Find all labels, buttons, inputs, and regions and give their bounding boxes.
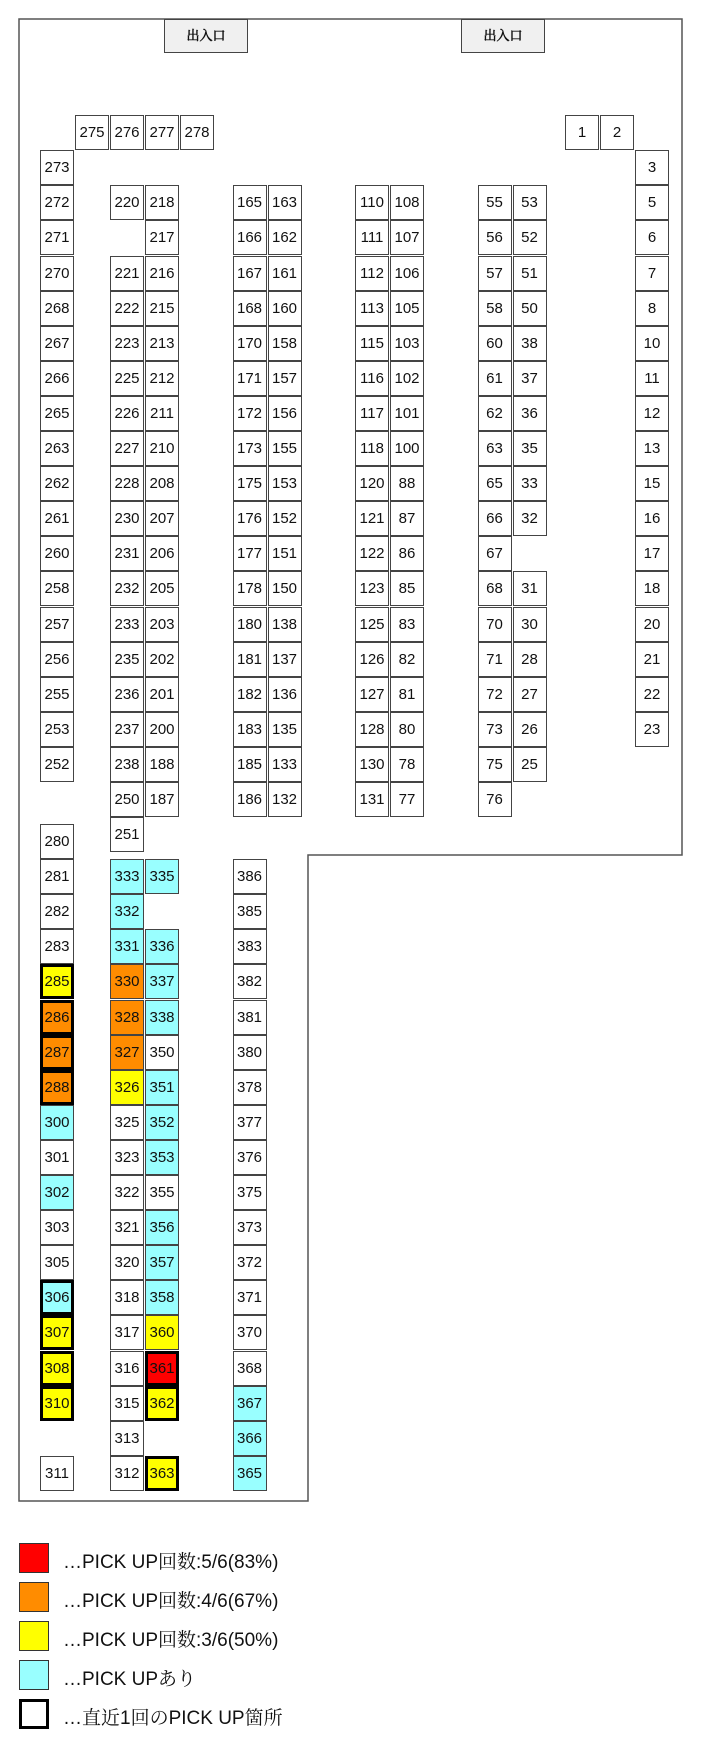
machine-365: 365 bbox=[233, 1456, 267, 1491]
machine-222: 222 bbox=[110, 291, 144, 326]
machine-38: 38 bbox=[513, 326, 547, 361]
machine-177: 177 bbox=[233, 536, 267, 571]
machine-206: 206 bbox=[145, 536, 179, 571]
machine-330: 330 bbox=[110, 964, 144, 999]
machine-386: 386 bbox=[233, 859, 267, 894]
machine-55: 55 bbox=[478, 185, 512, 220]
machine-167: 167 bbox=[233, 256, 267, 291]
machine-175: 175 bbox=[233, 466, 267, 501]
machine-282: 282 bbox=[40, 894, 74, 929]
machine-328: 328 bbox=[110, 1000, 144, 1035]
machine-3: 3 bbox=[635, 150, 669, 185]
machine-15: 15 bbox=[635, 466, 669, 501]
machine-75: 75 bbox=[478, 747, 512, 782]
machine-320: 320 bbox=[110, 1245, 144, 1280]
machine-368: 368 bbox=[233, 1351, 267, 1386]
machine-237: 237 bbox=[110, 712, 144, 747]
machine-125: 125 bbox=[355, 607, 389, 642]
machine-180: 180 bbox=[233, 607, 267, 642]
machine-380: 380 bbox=[233, 1035, 267, 1070]
machine-312: 312 bbox=[110, 1456, 144, 1491]
machine-325: 325 bbox=[110, 1105, 144, 1140]
recent-swatch bbox=[19, 1699, 49, 1729]
machine-288: 288 bbox=[40, 1070, 74, 1105]
machine-363: 363 bbox=[145, 1456, 179, 1491]
machine-105: 105 bbox=[390, 291, 424, 326]
legend-label: …PICK UP回数:3/6(50%) bbox=[63, 1630, 279, 1651]
machine-251: 251 bbox=[110, 817, 144, 852]
machine-50: 50 bbox=[513, 291, 547, 326]
machine-257: 257 bbox=[40, 607, 74, 642]
machine-287: 287 bbox=[40, 1035, 74, 1070]
machine-22: 22 bbox=[635, 677, 669, 712]
machine-278: 278 bbox=[180, 115, 214, 150]
machine-136: 136 bbox=[268, 677, 302, 712]
machine-250: 250 bbox=[110, 782, 144, 817]
machine-130: 130 bbox=[355, 747, 389, 782]
machine-322: 322 bbox=[110, 1175, 144, 1210]
machine-66: 66 bbox=[478, 501, 512, 536]
machine-88: 88 bbox=[390, 466, 424, 501]
machine-103: 103 bbox=[390, 326, 424, 361]
machine-81: 81 bbox=[390, 677, 424, 712]
machine-286: 286 bbox=[40, 1000, 74, 1035]
machine-65: 65 bbox=[478, 466, 512, 501]
machine-68: 68 bbox=[478, 571, 512, 606]
machine-351: 351 bbox=[145, 1070, 179, 1105]
machine-71: 71 bbox=[478, 642, 512, 677]
machine-308: 308 bbox=[40, 1351, 74, 1386]
machine-112: 112 bbox=[355, 256, 389, 291]
machine-11: 11 bbox=[635, 361, 669, 396]
legend-label: …PICK UP回数:5/6(83%) bbox=[63, 1552, 279, 1573]
machine-333: 333 bbox=[110, 859, 144, 894]
machine-86: 86 bbox=[390, 536, 424, 571]
entrance-right: 出入口 bbox=[461, 19, 545, 53]
machine-218: 218 bbox=[145, 185, 179, 220]
machine-317: 317 bbox=[110, 1315, 144, 1350]
machine-338: 338 bbox=[145, 1000, 179, 1035]
machine-20: 20 bbox=[635, 607, 669, 642]
machine-203: 203 bbox=[145, 607, 179, 642]
machine-37: 37 bbox=[513, 361, 547, 396]
machine-226: 226 bbox=[110, 396, 144, 431]
machine-261: 261 bbox=[40, 501, 74, 536]
machine-163: 163 bbox=[268, 185, 302, 220]
machine-152: 152 bbox=[268, 501, 302, 536]
machine-35: 35 bbox=[513, 431, 547, 466]
machine-131: 131 bbox=[355, 782, 389, 817]
machine-366: 366 bbox=[233, 1421, 267, 1456]
machine-202: 202 bbox=[145, 642, 179, 677]
machine-72: 72 bbox=[478, 677, 512, 712]
machine-78: 78 bbox=[390, 747, 424, 782]
machine-337: 337 bbox=[145, 964, 179, 999]
machine-275: 275 bbox=[75, 115, 109, 150]
machine-172: 172 bbox=[233, 396, 267, 431]
machine-211: 211 bbox=[145, 396, 179, 431]
machine-276: 276 bbox=[110, 115, 144, 150]
machine-25: 25 bbox=[513, 747, 547, 782]
machine-166: 166 bbox=[233, 220, 267, 255]
machine-113: 113 bbox=[355, 291, 389, 326]
machine-316: 316 bbox=[110, 1351, 144, 1386]
machine-106: 106 bbox=[390, 256, 424, 291]
cyan-swatch bbox=[19, 1660, 49, 1690]
machine-281: 281 bbox=[40, 859, 74, 894]
machine-321: 321 bbox=[110, 1210, 144, 1245]
red-swatch bbox=[19, 1543, 49, 1573]
machine-162: 162 bbox=[268, 220, 302, 255]
machine-187: 187 bbox=[145, 782, 179, 817]
machine-382: 382 bbox=[233, 964, 267, 999]
machine-52: 52 bbox=[513, 220, 547, 255]
machine-176: 176 bbox=[233, 501, 267, 536]
machine-326: 326 bbox=[110, 1070, 144, 1105]
machine-110: 110 bbox=[355, 185, 389, 220]
machine-61: 61 bbox=[478, 361, 512, 396]
machine-233: 233 bbox=[110, 607, 144, 642]
machine-260: 260 bbox=[40, 536, 74, 571]
machine-53: 53 bbox=[513, 185, 547, 220]
machine-87: 87 bbox=[390, 501, 424, 536]
machine-60: 60 bbox=[478, 326, 512, 361]
machine-230: 230 bbox=[110, 501, 144, 536]
machine-220: 220 bbox=[110, 185, 144, 220]
machine-270: 270 bbox=[40, 256, 74, 291]
machine-83: 83 bbox=[390, 607, 424, 642]
machine-21: 21 bbox=[635, 642, 669, 677]
machine-315: 315 bbox=[110, 1386, 144, 1421]
machine-28: 28 bbox=[513, 642, 547, 677]
machine-165: 165 bbox=[233, 185, 267, 220]
machine-182: 182 bbox=[233, 677, 267, 712]
machine-157: 157 bbox=[268, 361, 302, 396]
machine-272: 272 bbox=[40, 185, 74, 220]
machine-371: 371 bbox=[233, 1280, 267, 1315]
machine-225: 225 bbox=[110, 361, 144, 396]
machine-285: 285 bbox=[40, 964, 74, 999]
machine-1: 1 bbox=[565, 115, 599, 150]
machine-271: 271 bbox=[40, 220, 74, 255]
legend-label: …直近1回のPICK UP箇所 bbox=[63, 1708, 283, 1729]
machine-310: 310 bbox=[40, 1386, 74, 1421]
machine-262: 262 bbox=[40, 466, 74, 501]
machine-378: 378 bbox=[233, 1070, 267, 1105]
machine-128: 128 bbox=[355, 712, 389, 747]
machine-358: 358 bbox=[145, 1280, 179, 1315]
machine-85: 85 bbox=[390, 571, 424, 606]
machine-362: 362 bbox=[145, 1386, 179, 1421]
machine-123: 123 bbox=[355, 571, 389, 606]
machine-185: 185 bbox=[233, 747, 267, 782]
machine-31: 31 bbox=[513, 571, 547, 606]
machine-283: 283 bbox=[40, 929, 74, 964]
machine-56: 56 bbox=[478, 220, 512, 255]
machine-381: 381 bbox=[233, 1000, 267, 1035]
machine-132: 132 bbox=[268, 782, 302, 817]
machine-82: 82 bbox=[390, 642, 424, 677]
machine-217: 217 bbox=[145, 220, 179, 255]
machine-280: 280 bbox=[40, 824, 74, 859]
machine-313: 313 bbox=[110, 1421, 144, 1456]
machine-311: 311 bbox=[40, 1456, 74, 1491]
machine-67: 67 bbox=[478, 536, 512, 571]
machine-62: 62 bbox=[478, 396, 512, 431]
machine-101: 101 bbox=[390, 396, 424, 431]
machine-201: 201 bbox=[145, 677, 179, 712]
machine-57: 57 bbox=[478, 256, 512, 291]
machine-336: 336 bbox=[145, 929, 179, 964]
machine-122: 122 bbox=[355, 536, 389, 571]
machine-76: 76 bbox=[478, 782, 512, 817]
machine-335: 335 bbox=[145, 859, 179, 894]
machine-150: 150 bbox=[268, 571, 302, 606]
machine-232: 232 bbox=[110, 571, 144, 606]
machine-356: 356 bbox=[145, 1210, 179, 1245]
machine-228: 228 bbox=[110, 466, 144, 501]
machine-168: 168 bbox=[233, 291, 267, 326]
entrance-left: 出入口 bbox=[164, 19, 248, 53]
legend-label: …PICK UPあり bbox=[63, 1669, 197, 1690]
machine-207: 207 bbox=[145, 501, 179, 536]
legend-label: …PICK UP回数:4/6(67%) bbox=[63, 1591, 279, 1612]
machine-73: 73 bbox=[478, 712, 512, 747]
machine-352: 352 bbox=[145, 1105, 179, 1140]
machine-210: 210 bbox=[145, 431, 179, 466]
machine-300: 300 bbox=[40, 1105, 74, 1140]
machine-235: 235 bbox=[110, 642, 144, 677]
machine-373: 373 bbox=[233, 1210, 267, 1245]
machine-100: 100 bbox=[390, 431, 424, 466]
machine-327: 327 bbox=[110, 1035, 144, 1070]
machine-318: 318 bbox=[110, 1280, 144, 1315]
machine-155: 155 bbox=[268, 431, 302, 466]
machine-306: 306 bbox=[40, 1280, 74, 1315]
machine-70: 70 bbox=[478, 607, 512, 642]
machine-107: 107 bbox=[390, 220, 424, 255]
machine-6: 6 bbox=[635, 220, 669, 255]
machine-26: 26 bbox=[513, 712, 547, 747]
machine-200: 200 bbox=[145, 712, 179, 747]
machine-367: 367 bbox=[233, 1386, 267, 1421]
machine-263: 263 bbox=[40, 431, 74, 466]
machine-16: 16 bbox=[635, 501, 669, 536]
machine-273: 273 bbox=[40, 150, 74, 185]
machine-236: 236 bbox=[110, 677, 144, 712]
machine-331: 331 bbox=[110, 929, 144, 964]
machine-115: 115 bbox=[355, 326, 389, 361]
machine-267: 267 bbox=[40, 326, 74, 361]
machine-255: 255 bbox=[40, 677, 74, 712]
machine-126: 126 bbox=[355, 642, 389, 677]
machine-212: 212 bbox=[145, 361, 179, 396]
machine-77: 77 bbox=[390, 782, 424, 817]
machine-377: 377 bbox=[233, 1105, 267, 1140]
machine-156: 156 bbox=[268, 396, 302, 431]
machine-268: 268 bbox=[40, 291, 74, 326]
machine-361: 361 bbox=[145, 1351, 179, 1386]
machine-303: 303 bbox=[40, 1210, 74, 1245]
machine-160: 160 bbox=[268, 291, 302, 326]
machine-213: 213 bbox=[145, 326, 179, 361]
machine-135: 135 bbox=[268, 712, 302, 747]
machine-375: 375 bbox=[233, 1175, 267, 1210]
orange-swatch bbox=[19, 1582, 49, 1612]
machine-360: 360 bbox=[145, 1315, 179, 1350]
machine-188: 188 bbox=[145, 747, 179, 782]
machine-221: 221 bbox=[110, 256, 144, 291]
machine-301: 301 bbox=[40, 1140, 74, 1175]
machine-173: 173 bbox=[233, 431, 267, 466]
machine-10: 10 bbox=[635, 326, 669, 361]
machine-161: 161 bbox=[268, 256, 302, 291]
machine-307: 307 bbox=[40, 1315, 74, 1350]
machine-121: 121 bbox=[355, 501, 389, 536]
machine-252: 252 bbox=[40, 747, 74, 782]
machine-80: 80 bbox=[390, 712, 424, 747]
machine-36: 36 bbox=[513, 396, 547, 431]
machine-117: 117 bbox=[355, 396, 389, 431]
machine-108: 108 bbox=[390, 185, 424, 220]
machine-116: 116 bbox=[355, 361, 389, 396]
machine-12: 12 bbox=[635, 396, 669, 431]
machine-265: 265 bbox=[40, 396, 74, 431]
machine-30: 30 bbox=[513, 607, 547, 642]
machine-258: 258 bbox=[40, 571, 74, 606]
machine-376: 376 bbox=[233, 1140, 267, 1175]
machine-18: 18 bbox=[635, 571, 669, 606]
machine-181: 181 bbox=[233, 642, 267, 677]
machine-205: 205 bbox=[145, 571, 179, 606]
machine-355: 355 bbox=[145, 1175, 179, 1210]
machine-2: 2 bbox=[600, 115, 634, 150]
machine-215: 215 bbox=[145, 291, 179, 326]
machine-133: 133 bbox=[268, 747, 302, 782]
machine-158: 158 bbox=[268, 326, 302, 361]
machine-178: 178 bbox=[233, 571, 267, 606]
machine-127: 127 bbox=[355, 677, 389, 712]
machine-32: 32 bbox=[513, 501, 547, 536]
machine-353: 353 bbox=[145, 1140, 179, 1175]
machine-13: 13 bbox=[635, 431, 669, 466]
machine-231: 231 bbox=[110, 536, 144, 571]
machine-256: 256 bbox=[40, 642, 74, 677]
machine-277: 277 bbox=[145, 115, 179, 150]
machine-51: 51 bbox=[513, 256, 547, 291]
machine-170: 170 bbox=[233, 326, 267, 361]
machine-17: 17 bbox=[635, 536, 669, 571]
machine-350: 350 bbox=[145, 1035, 179, 1070]
machine-118: 118 bbox=[355, 431, 389, 466]
machine-138: 138 bbox=[268, 607, 302, 642]
machine-111: 111 bbox=[355, 220, 389, 255]
machine-102: 102 bbox=[390, 361, 424, 396]
machine-305: 305 bbox=[40, 1245, 74, 1280]
machine-33: 33 bbox=[513, 466, 547, 501]
machine-357: 357 bbox=[145, 1245, 179, 1280]
machine-266: 266 bbox=[40, 361, 74, 396]
machine-137: 137 bbox=[268, 642, 302, 677]
machine-120: 120 bbox=[355, 466, 389, 501]
machine-238: 238 bbox=[110, 747, 144, 782]
machine-183: 183 bbox=[233, 712, 267, 747]
machine-23: 23 bbox=[635, 712, 669, 747]
machine-8: 8 bbox=[635, 291, 669, 326]
machine-372: 372 bbox=[233, 1245, 267, 1280]
machine-5: 5 bbox=[635, 185, 669, 220]
machine-208: 208 bbox=[145, 466, 179, 501]
yellow-swatch bbox=[19, 1621, 49, 1651]
machine-153: 153 bbox=[268, 466, 302, 501]
machine-302: 302 bbox=[40, 1175, 74, 1210]
machine-332: 332 bbox=[110, 894, 144, 929]
machine-227: 227 bbox=[110, 431, 144, 466]
machine-7: 7 bbox=[635, 256, 669, 291]
machine-186: 186 bbox=[233, 782, 267, 817]
machine-171: 171 bbox=[233, 361, 267, 396]
machine-323: 323 bbox=[110, 1140, 144, 1175]
machine-370: 370 bbox=[233, 1315, 267, 1350]
machine-216: 216 bbox=[145, 256, 179, 291]
machine-385: 385 bbox=[233, 894, 267, 929]
machine-383: 383 bbox=[233, 929, 267, 964]
machine-223: 223 bbox=[110, 326, 144, 361]
machine-151: 151 bbox=[268, 536, 302, 571]
machine-27: 27 bbox=[513, 677, 547, 712]
machine-253: 253 bbox=[40, 712, 74, 747]
machine-58: 58 bbox=[478, 291, 512, 326]
machine-63: 63 bbox=[478, 431, 512, 466]
